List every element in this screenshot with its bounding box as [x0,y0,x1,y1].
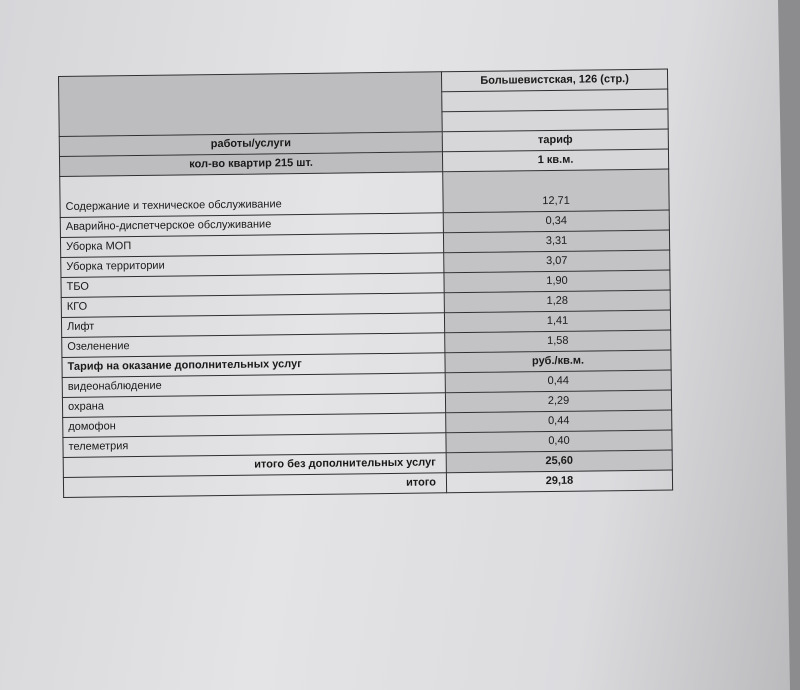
header-blank-cell [59,72,443,137]
total-label: итого [63,473,446,498]
service-value: 1,41 [444,310,670,333]
service-name: Уборка территории [61,253,444,278]
service-value: 12,71 [443,169,669,213]
service-name: Лифт [61,313,444,338]
address-cell: Большевистская, 126 (стр.) [441,69,667,92]
header-blank-value-2 [442,109,668,132]
additional-value: 0,44 [445,370,671,393]
service-name: ТБО [61,273,444,298]
additional-name: домофон [63,413,446,438]
tariff-table [58,69,673,498]
service-name: Содержание и техническое обслуживание [60,172,443,218]
additional-name: охрана [62,393,445,418]
additional-unit: руб./кв.м. [445,350,671,373]
tariff-header: тариф [442,129,668,152]
service-name: Аварийно-диспетчерское обслуживание [60,213,443,238]
works-header: работы/услуги [59,132,442,157]
additional-title: Тариф на оказание дополнительных услуг [62,353,445,378]
tariff-table-sheet [58,69,673,498]
service-value: 3,31 [443,230,669,253]
subtotal-value: 25,60 [446,450,672,473]
additional-name: телеметрия [63,433,446,458]
service-value: 0,34 [443,210,669,233]
service-value: 1,28 [444,290,670,313]
additional-value: 0,44 [446,410,672,433]
service-name: Уборка МОП [60,233,443,258]
additional-name: видеонаблюдение [62,373,445,398]
service-value: 3,07 [444,250,670,273]
service-value: 1,58 [445,330,671,353]
service-name: Озеленение [62,333,445,358]
total-value: 29,18 [446,470,672,493]
service-name: КГО [61,293,444,318]
service-value: 1,90 [444,270,670,293]
header-blank-value-1 [442,89,668,112]
subtotal-label: итого без дополнительных услуг [63,453,446,478]
unit-header: 1 кв.м. [442,149,668,172]
additional-value: 0,40 [446,430,672,453]
apartments-count: кол-во квартир 215 шт. [59,152,442,177]
additional-value: 2,29 [445,390,671,413]
